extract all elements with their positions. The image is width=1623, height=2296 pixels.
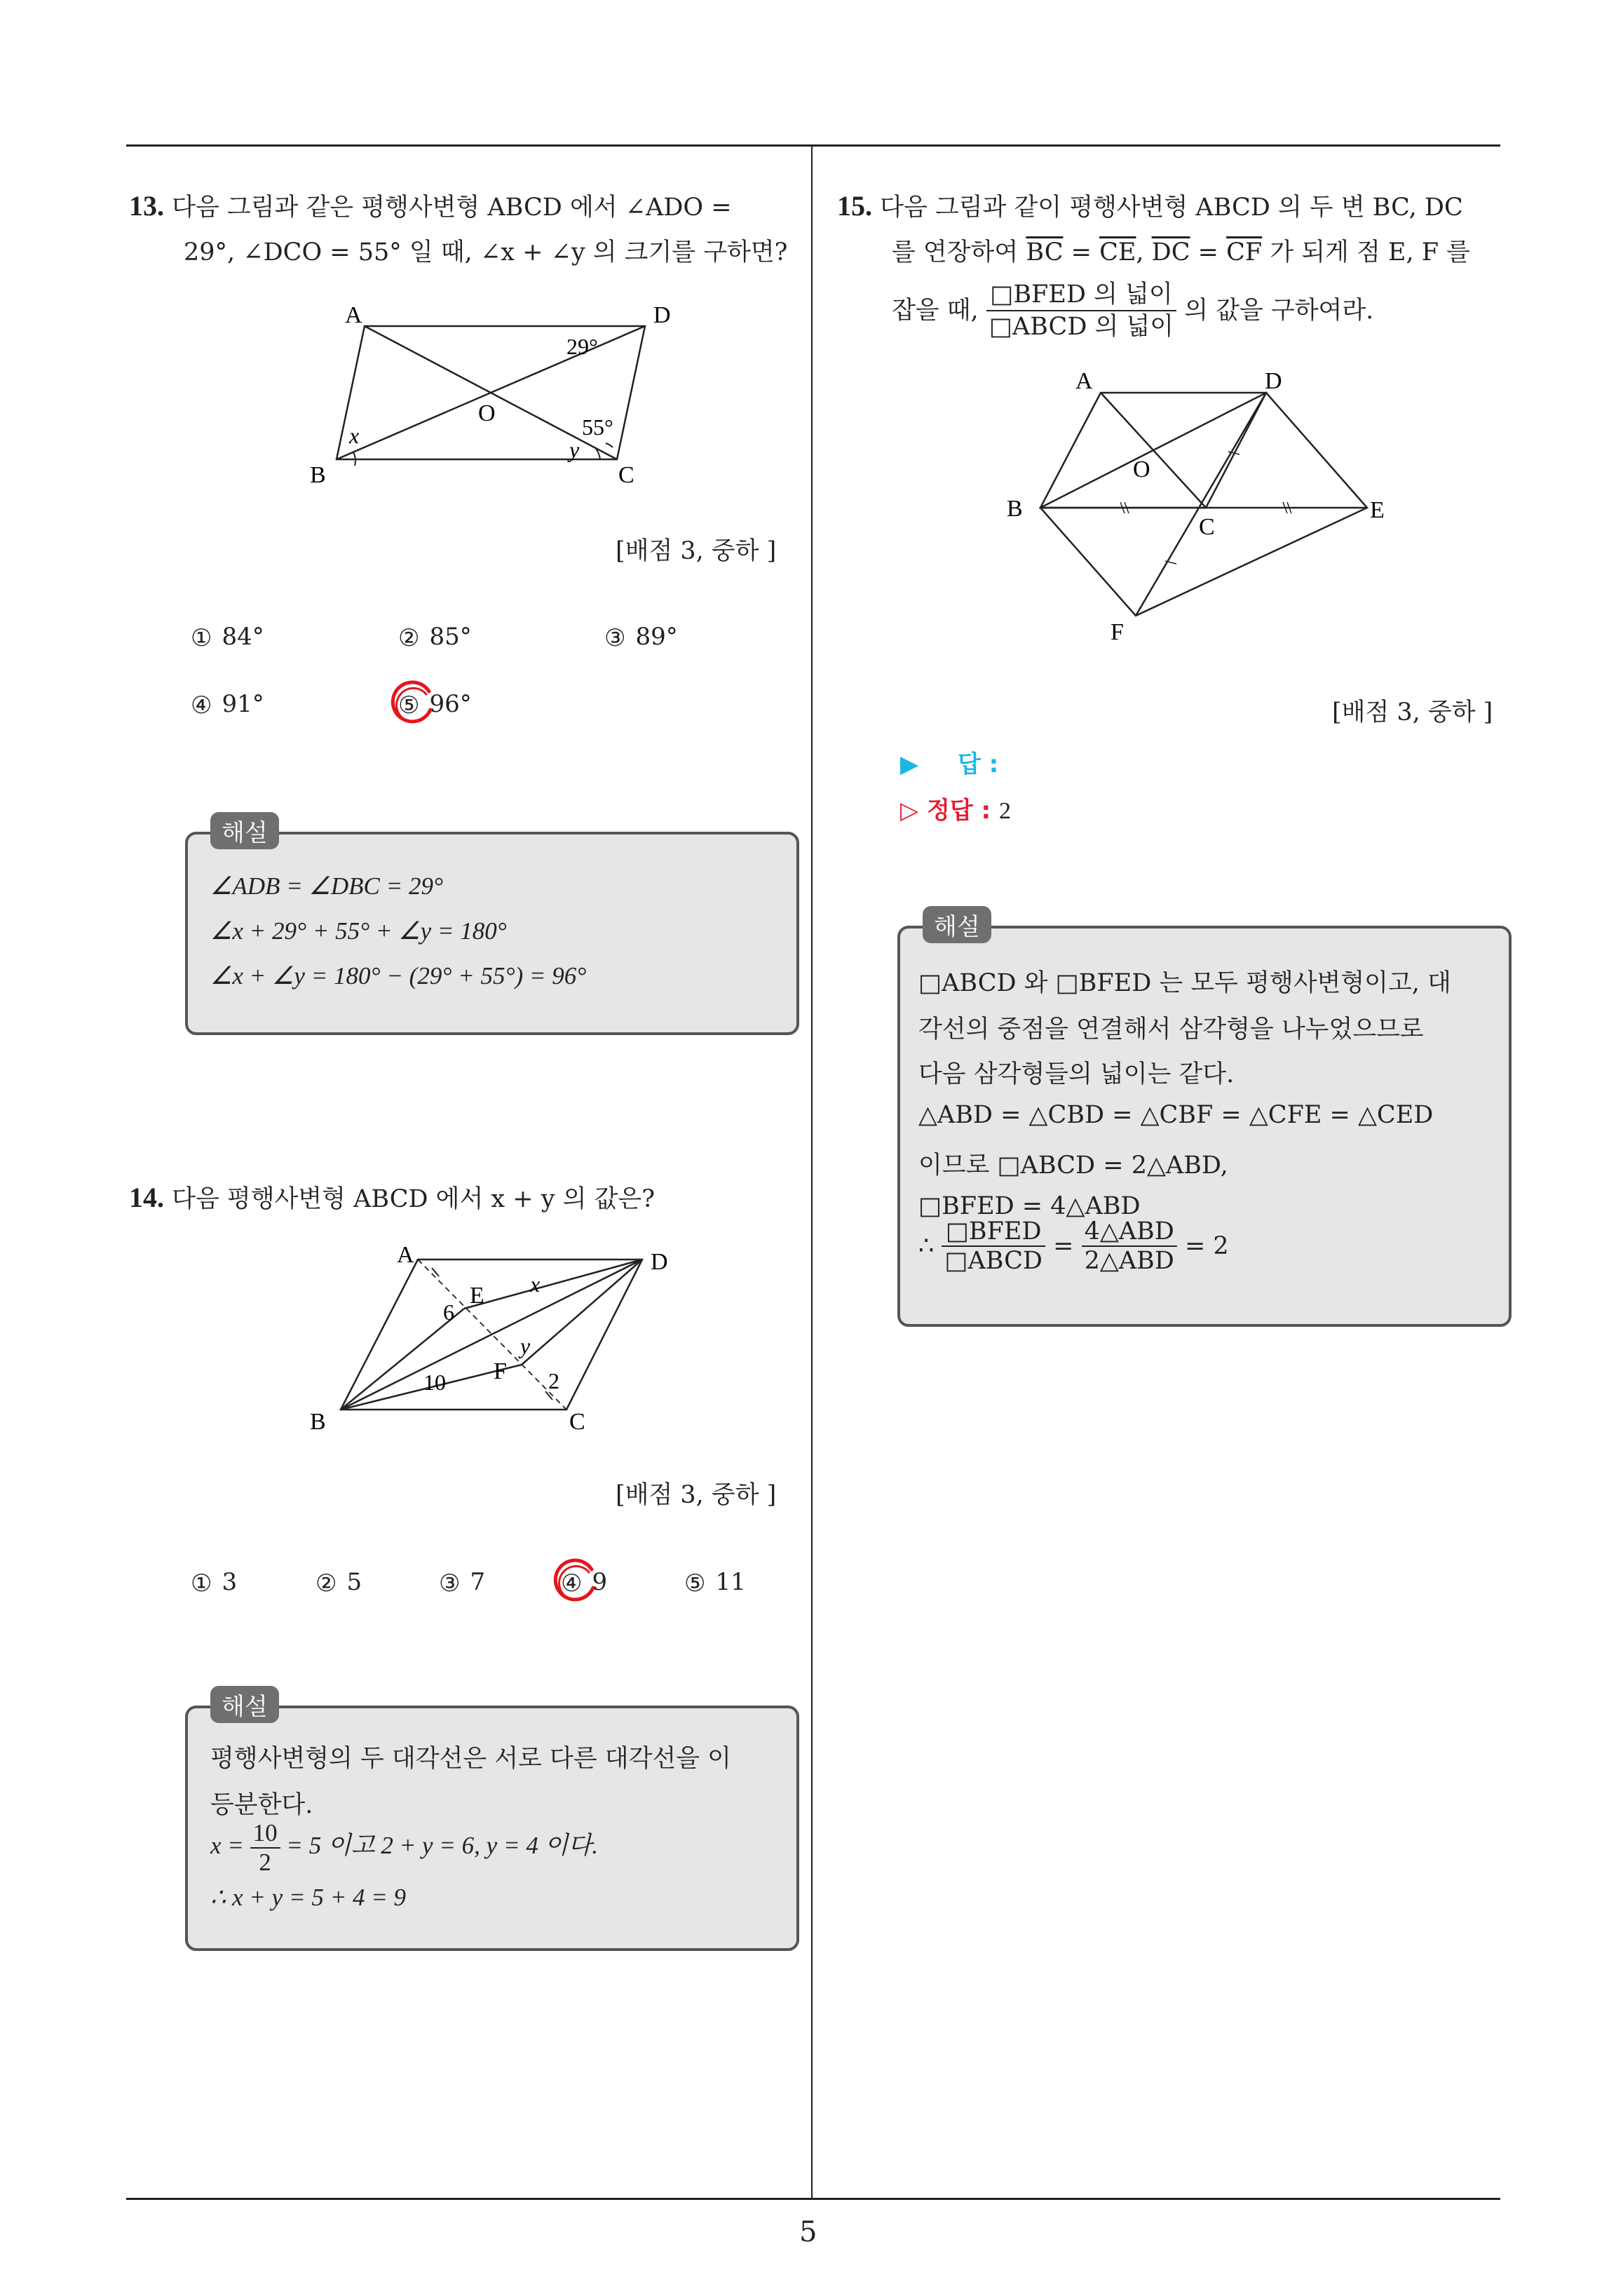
q13-choice-3[interactable]: ③ 89° xyxy=(604,623,678,651)
q13-explanation-line2: ∠x + 29° + 55° + ∠y = 180° xyxy=(210,917,507,945)
q15-answer-row: ▶ 답 : xyxy=(900,750,999,778)
q15-label-b: B xyxy=(1007,496,1023,522)
q15-figure xyxy=(1003,362,1409,656)
q15-explanation-tag: 해설 xyxy=(923,906,991,943)
q13-label-c: C xyxy=(618,462,634,488)
q14-choice-5[interactable]: ⑤ 11 xyxy=(684,1568,746,1597)
q15-ratio-fraction: $\frac{\text{□BFED 의 넓이}}{\text{□ABCD 의 넓이}}$ xyxy=(986,279,1176,342)
q13-explanation-line1: ∠ADB = ∠DBC = 29° xyxy=(210,872,444,900)
q14-choice-3[interactable]: ③ 7 xyxy=(439,1568,486,1597)
q14-score: [배점 3, 중하 ] xyxy=(616,1481,777,1509)
q14-dashed-bd xyxy=(341,1260,642,1410)
q13-answer-mark-icon xyxy=(387,679,437,729)
q14-figure xyxy=(294,1241,701,1438)
play-arrow-icon: ▶ xyxy=(900,750,919,778)
outline-arrow-icon: ▷ xyxy=(900,797,919,825)
question-14 xyxy=(129,1175,655,1222)
q15-explanation-line5: 이므로 □ABCD = 2△ABD, xyxy=(918,1152,1228,1180)
column-divider xyxy=(811,144,813,2199)
q15-explanation-line7: ∴ $\frac{\text{□BFED}}{\text{□ABCD}}$ = $\frac{\text{4△ABD}}{\text{2△ABD}}$ = 2 xyxy=(918,1217,1229,1275)
q15-explanation-line4: △ABD = △CBD = △CBF = △CFE = △CED xyxy=(918,1101,1434,1129)
q15-label-o: O xyxy=(1133,457,1150,482)
top-rule xyxy=(126,144,1500,147)
q15-explanation-line3: 다음 삼각형들의 넓이는 같다. xyxy=(918,1060,1235,1088)
q14-explanation-line2: 등분한다. xyxy=(210,1791,313,1819)
q13-explanation-line3: ∠x + ∠y = 180° − (29° + 55°) = 96° xyxy=(210,962,587,990)
q14-explanation-line4: ∴ x + y = 5 + 4 = 9 xyxy=(210,1884,407,1911)
q13-explanation-tag: 해설 xyxy=(210,812,279,849)
q13-line2: 29°, ∠DCO = 55° 일 때, ∠x + ∠y 의 크기를 구하면? xyxy=(184,238,788,266)
q14-label-e: E xyxy=(470,1283,484,1309)
q15-label-f: F xyxy=(1111,619,1124,645)
q14-explanation-line1: 평행사변형의 두 대각선은 서로 다른 대각선을 이 xyxy=(210,1745,731,1773)
q15-correct-row: ▷ 정답 : 2 xyxy=(900,797,1011,825)
q14-line1: 다음 평행사변형 ABCD 에서 x + y 의 값은? xyxy=(172,1185,655,1213)
q13-label-d: D xyxy=(653,302,671,328)
q14-label-d: D xyxy=(651,1249,668,1275)
q15-explanation-line2: 각선의 중점을 연결해서 삼각형을 나누었으므로 xyxy=(918,1015,1424,1044)
q14-label-10: 10 xyxy=(423,1370,446,1395)
q15-label-a: A xyxy=(1075,368,1093,394)
q15-frac-2: $\frac{\text{4△ABD}}{\text{2△ABD}}$ xyxy=(1082,1217,1177,1275)
q14-label-2: 2 xyxy=(548,1368,559,1393)
q14-label-y: y xyxy=(520,1333,531,1358)
q14-label-c: C xyxy=(569,1409,585,1435)
q14-number: 14. xyxy=(129,1182,164,1213)
q14-choice-2[interactable]: ② 5 xyxy=(315,1568,362,1597)
q14-line-ed xyxy=(464,1260,642,1309)
q14-label-a: A xyxy=(397,1242,414,1268)
q13-label-29: 29° xyxy=(566,334,598,359)
q13-angle-55-arc xyxy=(606,443,613,447)
q15-score: [배점 3, 중하 ] xyxy=(1332,698,1493,727)
q14-label-6: 6 xyxy=(443,1299,454,1325)
q14-explanation-tag: 해설 xyxy=(210,1686,279,1723)
q13-choice-5[interactable]: ⑤ 96° xyxy=(398,690,472,719)
q15-line-ac xyxy=(1101,393,1206,508)
q13-figure xyxy=(294,288,687,491)
q15-line3: 잡을 때, $\frac{\text{□BFED 의 넓이}}{\text{□ABCD 의 넓이}}$ 의 값을 구하여라. xyxy=(892,281,1374,341)
q14-fraction: $\frac{10}{2}$ xyxy=(250,1819,280,1877)
bottom-rule xyxy=(126,2198,1500,2200)
q14-label-f: F xyxy=(494,1358,507,1384)
q13-label-b: B xyxy=(310,462,326,488)
q13-choice-4[interactable]: ④ 91° xyxy=(191,690,264,719)
q13-choice-2[interactable]: ② 85° xyxy=(398,623,472,651)
q15-line1: 15. 다음 그림과 같이 평행사변형 ABCD 의 두 변 BC, DC xyxy=(837,190,1463,222)
q14-choice-4[interactable]: ④ 9 xyxy=(561,1568,608,1597)
q15-frac-1: $\frac{\text{□BFED}}{\text{□ABCD}}$ xyxy=(942,1217,1045,1275)
question-15 xyxy=(837,184,1510,342)
q13-label-x: x xyxy=(349,423,360,448)
q15-label-c: C xyxy=(1199,514,1215,540)
q15-explanation-line1: □ABCD 와 □BFED 는 모두 평행사변형이고, 대 xyxy=(918,969,1451,997)
q13-number: 13. xyxy=(129,190,164,222)
q14-label-x: x xyxy=(530,1271,541,1297)
q14-answer-mark-icon xyxy=(550,1557,600,1607)
q13-label-55: 55° xyxy=(582,414,613,440)
q15-label-e: E xyxy=(1370,497,1385,523)
question-13 xyxy=(129,184,802,275)
q14-label-b: B xyxy=(310,1409,326,1435)
q15-number: 15. xyxy=(837,190,872,222)
q15-line2: 를 연장하여 $\overline{BC} = \overline{CE}$, $\overline{DC} = \overline{CF}$ 가 되게 점 E, F 를 xyxy=(892,238,1470,266)
q14-explanation-line3: x = $\frac{10}{2}$ = 5 이고 2 + y = 6, y = 4 이다. xyxy=(210,1819,598,1876)
q13-label-o: O xyxy=(478,400,496,426)
page-number: 5 xyxy=(799,2216,817,2248)
q15-correct-value: 2 xyxy=(998,798,1011,824)
q14-choice-1[interactable]: ① 3 xyxy=(191,1568,238,1597)
q13-label-a: A xyxy=(345,302,362,328)
q13-label-y: y xyxy=(569,437,580,462)
q15-explanation-line6: □BFED = 4△ABD xyxy=(918,1192,1141,1220)
q15-label-d: D xyxy=(1265,368,1282,394)
q13-line1: 13. 다음 그림과 같은 평행사변형 ABCD 에서 ∠ADO = xyxy=(129,190,732,222)
q13-score: [배점 3, 중하 ] xyxy=(616,537,777,565)
q13-choice-1[interactable]: ① 84° xyxy=(191,623,264,651)
